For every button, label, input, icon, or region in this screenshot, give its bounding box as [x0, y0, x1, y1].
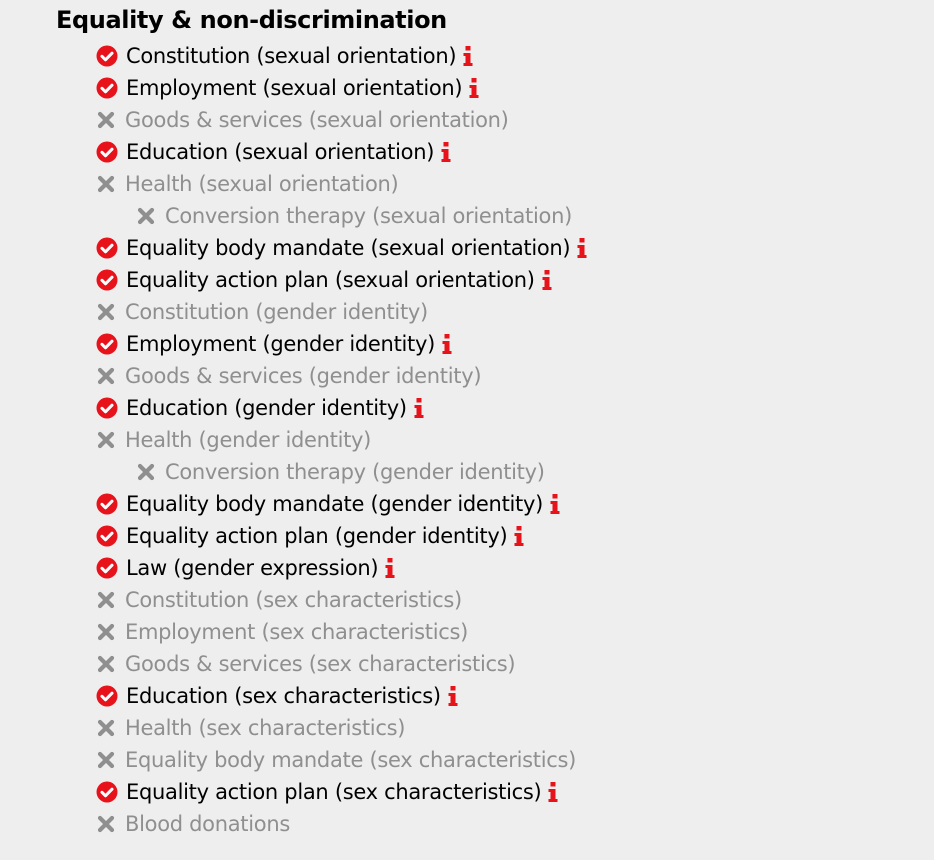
list-item: [96, 776, 588, 808]
section-title: Equality & non-discrimination: [56, 6, 447, 34]
check-circle-icon: [96, 141, 118, 163]
item-label: Health (sexual orientation): [125, 172, 399, 196]
list-item: [96, 200, 588, 232]
list-item: [96, 680, 588, 712]
check-circle-icon: [96, 525, 118, 547]
info-icon[interactable]: [513, 525, 525, 547]
list-item: [96, 648, 588, 680]
item-label: Equality action plan (sex characteristics): [126, 780, 542, 804]
list-item: [96, 296, 588, 328]
list-item: [96, 488, 588, 520]
item-label: Equality action plan (gender identity): [126, 524, 508, 548]
check-circle-icon: [96, 397, 118, 419]
list-item: [96, 168, 588, 200]
item-label: Goods & services (sexual orientation): [125, 108, 509, 132]
info-icon[interactable]: [541, 269, 553, 291]
item-label: Equality action plan (sexual orientation): [126, 268, 535, 292]
item-label: Constitution (sexual orientation): [126, 44, 457, 68]
check-circle-icon: [96, 269, 118, 291]
info-icon[interactable]: [384, 557, 396, 579]
item-label: Equality body mandate (gender identity): [126, 492, 543, 516]
list-item: [96, 712, 588, 744]
cross-icon: [96, 621, 116, 643]
list-item: [96, 520, 588, 552]
info-icon[interactable]: [441, 333, 453, 355]
item-label: Employment (sex characteristics): [125, 620, 469, 644]
item-label: Employment (sexual orientation): [126, 76, 463, 100]
list-item: [96, 360, 588, 392]
list-item: [96, 744, 588, 776]
item-label: Health (sex characteristics): [125, 716, 406, 740]
item-label: Constitution (gender identity): [125, 300, 428, 324]
cross-icon: [96, 749, 116, 771]
item-label: Blood donations: [125, 812, 290, 836]
list-item: [96, 456, 588, 488]
cross-icon: [96, 429, 116, 451]
info-icon[interactable]: [547, 781, 559, 803]
check-circle-icon: [96, 685, 118, 707]
list-item: [96, 264, 588, 296]
item-label: Equality body mandate (sexual orientation): [126, 236, 571, 260]
item-label: Goods & services (gender identity): [125, 364, 482, 388]
item-label: Employment (gender identity): [126, 332, 435, 356]
cross-icon: [96, 813, 116, 835]
list-item: [96, 584, 588, 616]
list-item: [96, 104, 588, 136]
list-item: [96, 392, 588, 424]
cross-icon: [96, 717, 116, 739]
list-item: [96, 232, 588, 264]
criteria-list: [96, 40, 588, 840]
item-label: Conversion therapy (sexual orientation): [165, 204, 572, 228]
item-label: Education (gender identity): [126, 396, 407, 420]
info-icon[interactable]: [413, 397, 425, 419]
cross-icon: [96, 173, 116, 195]
item-label: Conversion therapy (gender identity): [165, 460, 545, 484]
cross-icon: [96, 109, 116, 131]
list-item: [96, 552, 588, 584]
list-item: [96, 72, 588, 104]
item-label: Constitution (sex characteristics): [125, 588, 462, 612]
check-circle-icon: [96, 493, 118, 515]
cross-icon: [136, 461, 156, 483]
check-circle-icon: [96, 781, 118, 803]
list-item: [96, 136, 588, 168]
check-circle-icon: [96, 77, 118, 99]
list-item: [96, 808, 588, 840]
check-circle-icon: [96, 333, 118, 355]
list-item: [96, 328, 588, 360]
cross-icon: [96, 653, 116, 675]
item-label: Education (sexual orientation): [126, 140, 435, 164]
cross-icon: [96, 589, 116, 611]
info-icon[interactable]: [462, 45, 474, 67]
item-label: Education (sex characteristics): [126, 684, 441, 708]
info-icon[interactable]: [447, 685, 459, 707]
check-circle-icon: [96, 557, 118, 579]
item-label: Equality body mandate (sex characteristics): [125, 748, 577, 772]
item-label: Health (gender identity): [125, 428, 372, 452]
item-label: Goods & services (sex characteristics): [125, 652, 516, 676]
list-item: [96, 616, 588, 648]
info-icon[interactable]: [576, 237, 588, 259]
cross-icon: [96, 301, 116, 323]
list-item: [96, 424, 588, 456]
check-circle-icon: [96, 45, 118, 67]
info-icon[interactable]: [468, 77, 480, 99]
check-circle-icon: [96, 237, 118, 259]
cross-icon: [136, 205, 156, 227]
list-item: [96, 40, 588, 72]
item-label: Law (gender expression): [126, 556, 379, 580]
info-icon[interactable]: [549, 493, 561, 515]
info-icon[interactable]: [440, 141, 452, 163]
cross-icon: [96, 365, 116, 387]
